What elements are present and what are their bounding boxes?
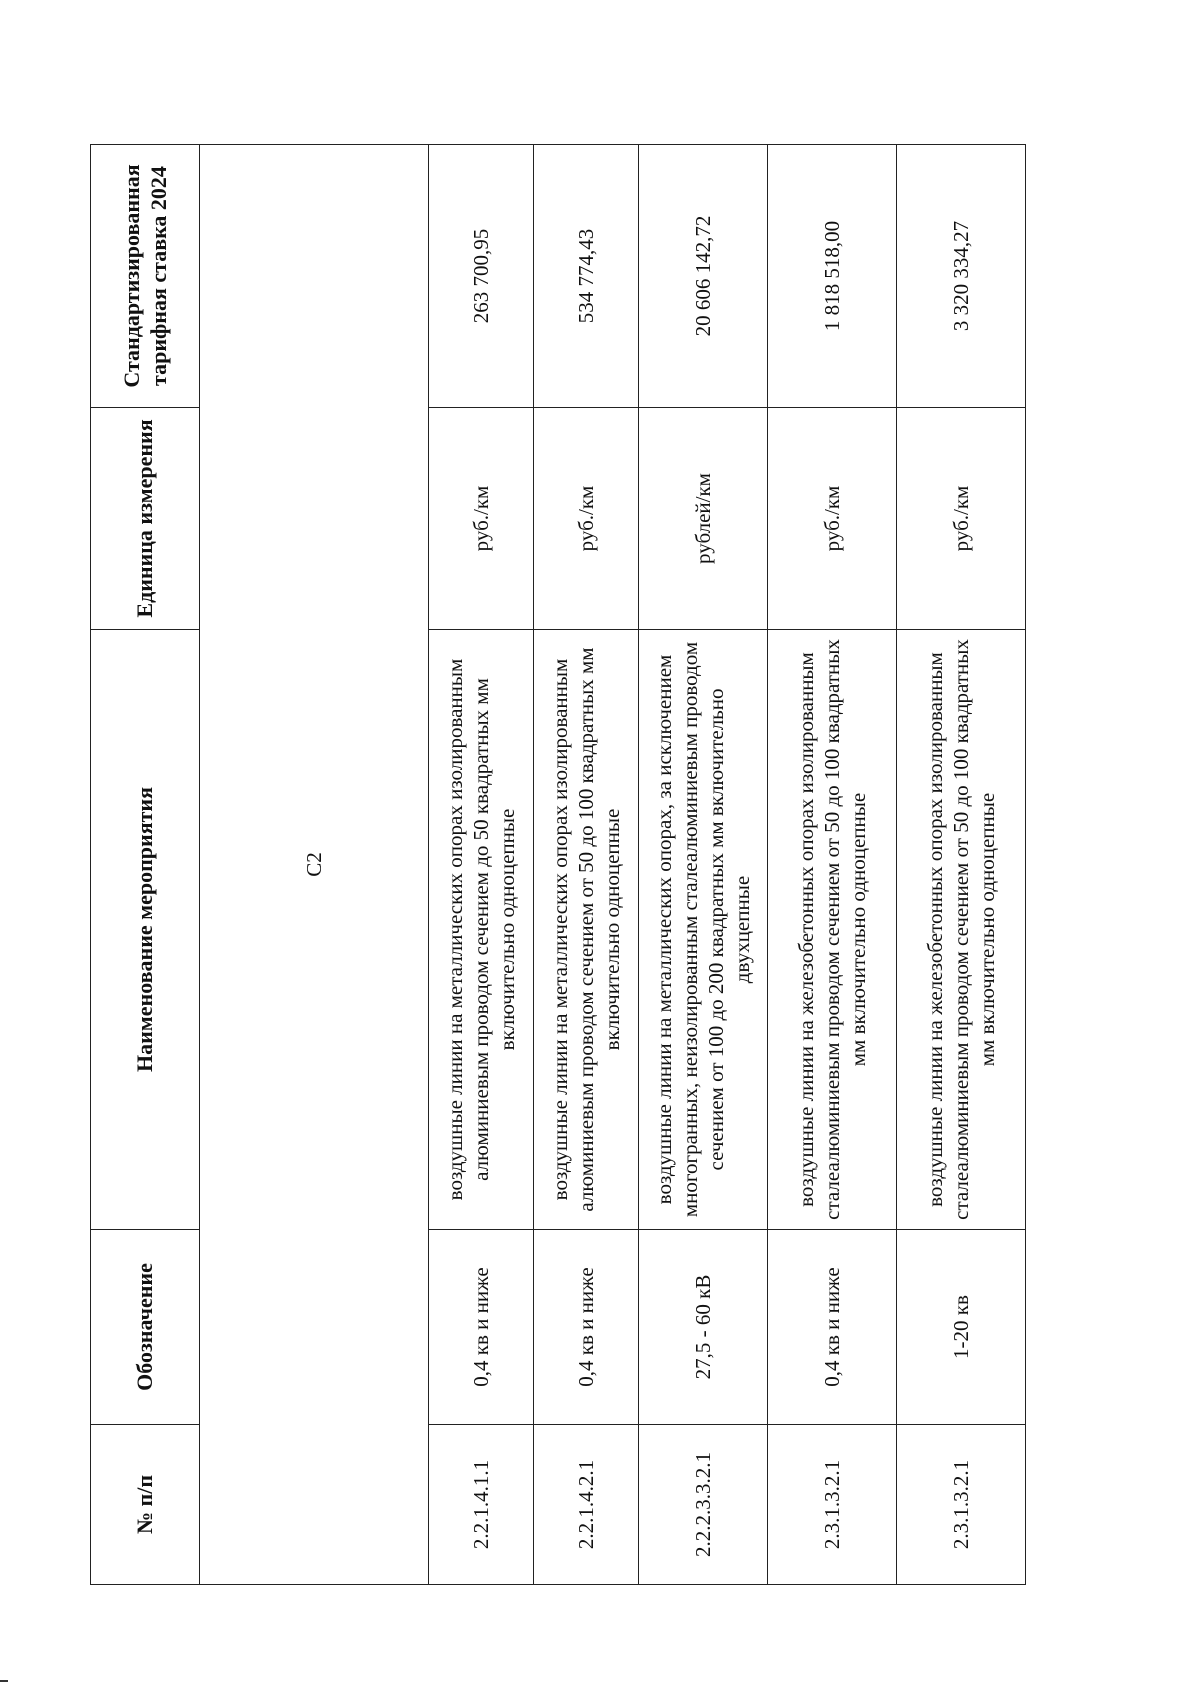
row-num: 2.2.1.4.1.1 bbox=[429, 1425, 534, 1585]
row-designation: 0,4 кв и ниже bbox=[768, 1230, 897, 1425]
row-name: воздушные линии на металлических опорах, за исключением многогранных, неизолированным сталеалюминиевым проводом сечением от 100 до 200 квадратных мм включительно двухцепные bbox=[639, 630, 768, 1230]
header-designation: Обозначение bbox=[91, 1230, 200, 1425]
row-rate: 20 606 142,72 bbox=[639, 145, 768, 408]
table-row bbox=[897, 145, 1026, 1585]
scan-edge-mark bbox=[0, 1680, 8, 1682]
row-rate: 534 774,43 bbox=[534, 145, 639, 408]
row-designation: 0,4 кв и ниже bbox=[429, 1230, 534, 1425]
row-designation: 1-20 кв bbox=[897, 1230, 1026, 1425]
row-unit: руб./км bbox=[768, 408, 897, 630]
row-num: 2.2.1.4.2.1 bbox=[534, 1425, 639, 1585]
row-num: 2.3.1.3.2.1 bbox=[768, 1425, 897, 1585]
rotated-table-wrapper bbox=[90, 145, 1000, 1585]
header-num: № п/п bbox=[91, 1425, 200, 1585]
row-unit: руб./км bbox=[429, 408, 534, 630]
table-row bbox=[639, 145, 768, 1585]
tariff-table bbox=[90, 144, 1026, 1585]
row-unit: руб./км bbox=[534, 408, 639, 630]
row-name: воздушные линии на металлических опорах изолированным алюминиевым проводом сечением от 50 до 100 квадратных мм включительно одноцепные bbox=[534, 630, 639, 1230]
row-rate: 263 700,95 bbox=[429, 145, 534, 408]
row-name: воздушные линии на металлических опорах изолированным алюминиевым проводом сечением до 50 квадратных мм включительно одноцепные bbox=[429, 630, 534, 1230]
header-name: Наименование мероприятия bbox=[91, 630, 200, 1230]
group-row bbox=[200, 145, 429, 1585]
header-rate: Стандартизированная тарифная ставка 2024 bbox=[91, 145, 200, 408]
row-name: воздушные линии на железобетонных опорах изолированным сталеалюминиевым проводом сечением от 50 до 100 квадратных мм включительно одноцепные bbox=[897, 630, 1026, 1230]
row-unit: рублей/км bbox=[639, 408, 768, 630]
row-designation: 27,5 - 60 кВ bbox=[639, 1230, 768, 1425]
group-designation: С2 bbox=[200, 145, 429, 1585]
row-name: воздушные линии на железобетонных опорах изолированным сталеалюминиевым проводом сечением от 50 до 100 квадратных мм включительно одноцепные bbox=[768, 630, 897, 1230]
row-rate: 3 320 334,27 bbox=[897, 145, 1026, 408]
table-row bbox=[429, 145, 534, 1585]
row-designation: 0,4 кв и ниже bbox=[534, 1230, 639, 1425]
table-row bbox=[768, 145, 897, 1585]
header-unit: Единица измерения bbox=[91, 408, 200, 630]
table-header-row bbox=[91, 145, 200, 1585]
row-rate: 1 818 518,00 bbox=[768, 145, 897, 408]
table-row bbox=[534, 145, 639, 1585]
row-num: 2.3.1.3.2.1 bbox=[897, 1425, 1026, 1585]
row-num: 2.2.2.3.3.2.1 bbox=[639, 1425, 768, 1585]
row-unit: руб./км bbox=[897, 408, 1026, 630]
